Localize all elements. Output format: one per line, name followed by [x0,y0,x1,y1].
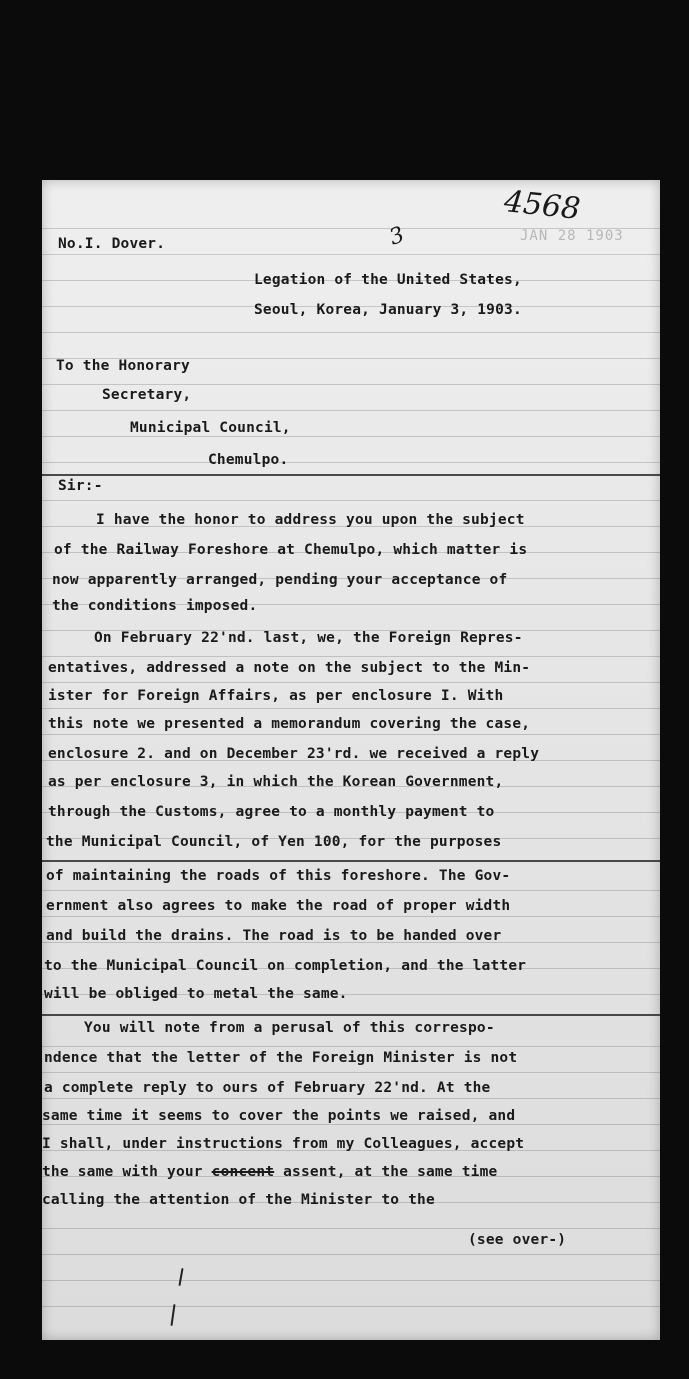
body-line: I have the honor to address you upon the subject [96,512,525,528]
body-line: ernment also agrees to make the road of proper width [46,898,511,914]
handwritten-mark: 3 [386,222,408,251]
body-line: entatives, addressed a note on the subject to the Min- [48,660,531,676]
body-text: the same with your [42,1164,212,1180]
body-line: ndence that the letter of the Foreign Minister is not [44,1050,518,1066]
document-number: No.I. Dover. [58,236,166,252]
body-line: this note we presented a memorandum covering the case, [48,716,531,732]
received-stamp: JAN 28 1903 [520,228,624,244]
struck-word: concent [211,1164,275,1180]
body-text: assent, at the same time [274,1164,498,1180]
body-line: calling the attention of the Minister to the [42,1192,435,1208]
body-line: of the Railway Foreshore at Chemulpo, which matter is [54,542,528,558]
address-line-3: Municipal Council, [130,420,291,436]
body-line-with-correction [42,1164,497,1180]
body-line: I shall, under instructions from my Colleagues, accept [42,1136,525,1152]
body-line: as per enclosure 3, in which the Korean Government, [48,774,504,790]
address-line-2: Secretary, [102,387,192,403]
salutation: Sir:- [58,478,103,494]
address-line-4: Chemulpo. [208,452,289,468]
address-line-1: To the Honorary [56,358,190,374]
body-line: You will note from a perusal of this correspo- [84,1020,495,1036]
body-line: through the Customs, agree to a monthly payment to [48,804,495,820]
legation-header: Legation of the United States, [254,272,522,288]
body-line: On February 22'nd. last, we, the Foreign Repres- [94,630,523,646]
body-line: will be obliged to metal the same. [44,986,348,1002]
body-line: of maintaining the roads of this foreshore. The Gov- [46,868,511,884]
body-line: same time it seems to cover the points we raised, and [42,1108,516,1124]
body-line: ister for Foreign Affairs, as per enclosure I. With [48,688,504,704]
margin-mark [178,1268,183,1286]
body-line: the Municipal Council, of Yen 100, for the purposes [46,834,502,850]
handwritten-file-number: 4568 [502,184,582,227]
see-over-note: (see over-) [468,1232,567,1248]
body-line: to the Municipal Council on completion, and the latter [44,958,527,974]
body-line: enclosure 2. and on December 23'rd. we received a reply [48,746,540,762]
margin-mark [170,1304,175,1326]
dateline: Seoul, Korea, January 3, 1903. [254,302,522,318]
document-page [42,180,660,1340]
body-line: the conditions imposed. [52,598,258,614]
body-line: and build the drains. The road is to be handed over [46,928,502,944]
body-line: now apparently arranged, pending your acceptance of [52,572,508,588]
body-line: a complete reply to ours of February 22'nd. At the [44,1080,491,1096]
